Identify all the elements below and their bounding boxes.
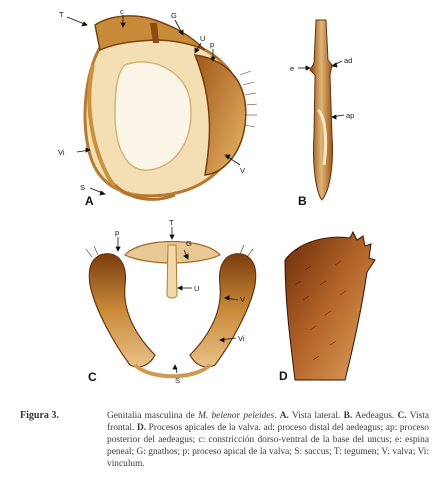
caption-text-d: Procesos apicales de la valva.	[146, 423, 264, 433]
panel-a-image	[55, 5, 265, 210]
label-c-apical-process: p	[115, 228, 120, 237]
label-a-tegumen: T	[59, 10, 64, 19]
label-c-uncus: U	[194, 284, 200, 293]
label-c-tegumen: T	[169, 218, 174, 227]
label-a-apical-process: p	[210, 40, 215, 49]
panel-d-letter: D	[279, 369, 288, 383]
panel-b-image	[280, 15, 370, 210]
caption-key-d: D.	[136, 423, 147, 433]
caption-text-b: Aedeagus.	[352, 411, 398, 421]
panel-d-image	[275, 230, 425, 385]
label-b-penial-spine: e	[290, 64, 295, 73]
panel-c-letter: C	[88, 370, 97, 384]
label-a-gnathos: G	[171, 11, 177, 20]
panel-b-letter: B	[298, 194, 307, 208]
caption-abbreviations: ad: proceso distal del aedeagus; ap: proceso posterior del aedeagus; c: constricción dorso-ventral de la base del uncus; e: espina peneal; G: gnathos; p: proceso apical de la valva; S: saccus; T: tegumen; V: valva; Vi: vinculum.	[107, 423, 429, 469]
label-c-saccus: S	[175, 376, 181, 385]
label-c-vinculum: Vi	[238, 334, 245, 343]
panel-c	[80, 215, 265, 395]
label-b-distal-process: ad	[344, 56, 353, 65]
caption-period: .	[274, 411, 280, 421]
label-a-uncus: U	[200, 34, 206, 43]
caption-key-a: A.	[279, 411, 289, 421]
caption-key-c: C.	[397, 411, 407, 421]
label-a-saccus: S	[80, 183, 86, 192]
label-c-valva: V	[240, 295, 246, 304]
label-a-valva: V	[240, 166, 246, 175]
panel-c-image	[80, 215, 265, 395]
caption-text-a: Vista lateral.	[288, 411, 344, 421]
caption-intro: Genitalia masculina de	[107, 411, 199, 421]
label-c-gnathos: G	[186, 239, 192, 248]
label-a-constriction: c	[120, 7, 124, 16]
caption-text	[107, 410, 429, 470]
panel-a	[55, 5, 265, 210]
caption-species: M. belenor peleides	[198, 411, 275, 421]
figure-label: Figura 3.	[20, 410, 59, 421]
caption-text-c: Vista frontal.	[107, 411, 429, 433]
label-a-vinculum: Vi	[58, 148, 65, 157]
panel-b	[280, 15, 370, 210]
panel-d	[275, 230, 425, 385]
label-b-posterior-process: ap	[346, 111, 355, 120]
caption-key-b: B.	[343, 411, 353, 421]
panel-a-letter: A	[85, 194, 94, 208]
